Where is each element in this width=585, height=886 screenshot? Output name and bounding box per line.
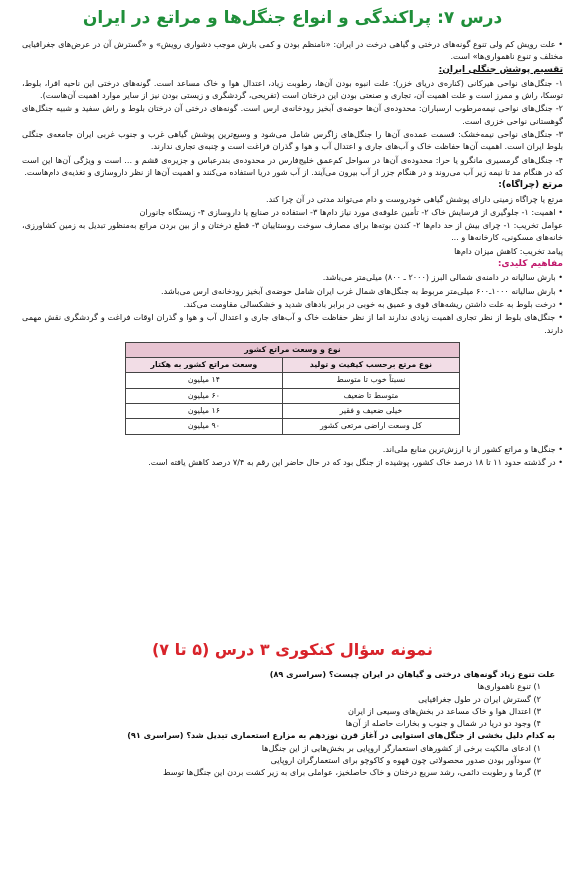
table-row bbox=[126, 404, 460, 419]
pasture-area-table bbox=[125, 342, 460, 435]
table-cell-type: متوسط تا ضعیف bbox=[282, 388, 459, 403]
forest-item: ۱- جنگل‌های نواحی هیرکانی (کناره‌ی دریای خزر): علت انبوه بودن آن‌ها، رطوبت زیاد، اعتدال هوا و خاک مساعد است. گونه‌های درختی این ناحیه افرا، بلوط، توسکا، راش و ممرز است و علت اهمیت آن، تجاری و صنعتی بودن این درختان است (تفریحی، گردشگری و زیستی بودن نیز از سایر موارد اهمیت آن‌هاست). bbox=[22, 77, 563, 101]
intro-paragraph: • علت رویش کم ولی تنوع گونه‌های درختی و گیاهی درخت در ایران: «نامنظم بودن و کمی بارش موجب دشواری رویش» و «گسترش آن در عرض‌های جغرافیایی مختلف و تنوع ناهمواری‌ها» است. bbox=[22, 39, 563, 62]
answer-option: ۲) گسترش ایران در طول جغرافیایی bbox=[418, 693, 541, 704]
section-heading-forests: تقسیم پوشش جنگلی ایران: bbox=[438, 64, 563, 75]
quiz-section bbox=[22, 668, 555, 779]
table-cell-type: نسبتاً خوب تا متوسط bbox=[282, 373, 459, 388]
concept-item: • بارش سالیانه ۱۰۰۰ـ۶۰۰ میلی‌متر مربوط به جنگل‌های شمال غرب ایران شامل حوضه‌ی آبخیز رودخانه‌ی ارس می‌باشد. bbox=[161, 285, 563, 296]
note-item: • در گذشته حدود ۱۱ تا ۱۸ درصد خاک کشور، پوشیده از جنگل بود که در حال حاضر این رقم به ۷/۴ درصد کاهش یافته است. bbox=[148, 456, 563, 467]
concept-item: • بارش سالیانه در دامنه‌ی شمالی البرز (۲۰۰۰ ـ ۸۰۰) میلی‌متر می‌باشد. bbox=[322, 272, 563, 283]
pasture-item: مرتع یا چراگاه زمینی دارای پوشش گیاهی خودروست و دام می‌تواند مدتی در آن چرا کند. bbox=[266, 193, 563, 204]
pasture-item: عوامل تخریب: ۱- چرای بیش از حد دام‌ها ۲- کندن بوته‌ها برای مصارف سوخت روستاییان ۳- قطع درختان و از بین بردن مراتع به‌منظور تبدیل به زمین کشاورزی، خانه‌های مسکونی، کارخانه‌ها و ... bbox=[22, 220, 563, 243]
table-row bbox=[126, 419, 460, 434]
lesson-body bbox=[22, 38, 563, 469]
forest-item: ۴- جنگل‌های گرمسیری مانگرو یا حرا: محدوده‌ی آن‌ها در سواحل کم‌عمق خلیج‌فارس در محدوده‌ی بندرعباس و جزیره‌ی قشم و ... است و ویژگی آن‌ها این است که در هنگام مد تا نیمه زیر آب می‌روند و در هنگام جزر از آب بیرون می‌آیند. از آب شور دریا استفاده می‌کنند و اهمیت آن‌ها از نظر داروسازی و تغذیه‌ی دام‌هاست. bbox=[22, 154, 563, 177]
note-item: • جنگل‌ها و مراتع کشور از با ارزش‌ترین منابع ملی‌اند. bbox=[382, 443, 563, 454]
question-text: به کدام دلیل بخشی از جنگل‌های استوایی در آغاز قرن نوزدهم به مزارع استعماری تبدیل شد؟ (سراسری ۹۱) bbox=[127, 730, 555, 741]
sample-questions-title: نمونه سؤال کنکوری ۳ درس (۵ تا ۷) bbox=[151, 640, 434, 659]
section-heading-pasture: مرتع (چراگاه): bbox=[498, 180, 563, 191]
concept-item: • جنگل‌های بلوط از نظر تجاری اهمیت زیادی ندارند اما از نظر حفاظت خاک و آب‌های جاری و اعتدال آب و هوا و گذران اوقات فراغت و گردشگری نقش مهمی دارند. bbox=[22, 312, 563, 335]
table-header-area: وسعت مراتع کشور به هکتار bbox=[126, 358, 283, 373]
lesson-title: درس ۷: پراکندگی و انواع جنگل‌ها و مراتع در ایران bbox=[82, 8, 503, 28]
answer-option: ۳) گرما و رطوبت دائمی، رشد سریع درختان و خاک حاصلخیز، عواملی برای به زیر کشت بردن این جنگل‌ها توسط bbox=[163, 767, 541, 778]
forest-item: ۲- جنگل‌های نواحی نیمه‌مرطوب ارسباران: محدوده‌ی آن‌ها حوضه‌ی آبخیز رودخانه‌ی ارس است. گونه‌های درختی آن درختان بلوط و راش سفید و شبیه جنگل‌های گوهستانی نواحی خزری است. bbox=[22, 103, 563, 126]
table-row bbox=[126, 388, 460, 403]
answer-option: ۳) اعتدال هوا و خاک مساعد در بخش‌های وسیعی از ایران bbox=[347, 705, 541, 716]
forest-item: ۳- جنگل‌های نواحی نیمه‌خشک: قسمت عمده‌ی آن‌ها را جنگل‌های زاگرس شامل می‌شود و وسیع‌ترین پوشش گیاهی غرب و جنوب غربی ایران جامعه‌ی جنگلی بلوط ایران است. اهمیت آن‌ها حفاظت خاک و آب‌های جاری و اعتدال آب و هوا و گذران فراغت است و چنبه‌ی تجاری ندارند. bbox=[22, 129, 563, 152]
concept-item: • درخت بلوط به علت داشتن ریشه‌های قوی و عمیق به خوبی در برابر بادهای شدید و خشکسالی مقاومت می‌کند. bbox=[183, 298, 563, 309]
pasture-item: پیامد تخریب: کاهش میزان دام‌ها bbox=[454, 245, 563, 256]
table-row bbox=[126, 373, 460, 388]
table-cell-area: ۱۴ میلیون bbox=[126, 373, 283, 388]
table-caption: نوع و وسعت مراتع کشور bbox=[126, 342, 460, 357]
answer-option: ۲) سودآور بودن صدور محصولاتی چون قهوه و کاکوچو برای استعمارگران اروپایی bbox=[270, 755, 541, 766]
table-header-type: نوع مرتع برحسب کیفیت و تولید bbox=[282, 358, 459, 373]
table-cell-type: خیلی ضعیف و فقیر bbox=[282, 404, 459, 419]
answer-option: ۱) تنوع ناهمواری‌ها bbox=[477, 681, 541, 692]
table-cell-area: ۶۰ میلیون bbox=[126, 388, 283, 403]
pasture-item: • اهمیت: ۱- جلوگیری از فرسایش خاک ۲- تأمین علوفه‌ی مورد نیاز دام‌ها ۳- استفاده در صنایع یا داروسازی ۴- زیستگاه جانوران bbox=[139, 206, 563, 217]
question-text: علت تنوع زیاد گونه‌های درختی و گیاهان در ایران چیست؟ (سراسری ۸۹) bbox=[269, 669, 555, 679]
table-cell-area: ۱۶ میلیون bbox=[126, 404, 283, 419]
answer-option: ۴) وجود دو دریا در شمال و جنوب و بخارات حاصله از آن‌ها bbox=[345, 718, 541, 729]
table-cell-type: کل وسعت اراضی مرتعی کشور bbox=[282, 419, 459, 434]
key-concepts-heading: مفاهیم کلیدی: bbox=[497, 259, 563, 270]
table-cell-area: ۹۰ میلیون bbox=[126, 419, 283, 434]
answer-option: ۱) ادعای مالکیت برخی از کشورهای استعمارگر اروپایی بر بخش‌هایی از این جنگل‌ها bbox=[261, 742, 541, 753]
